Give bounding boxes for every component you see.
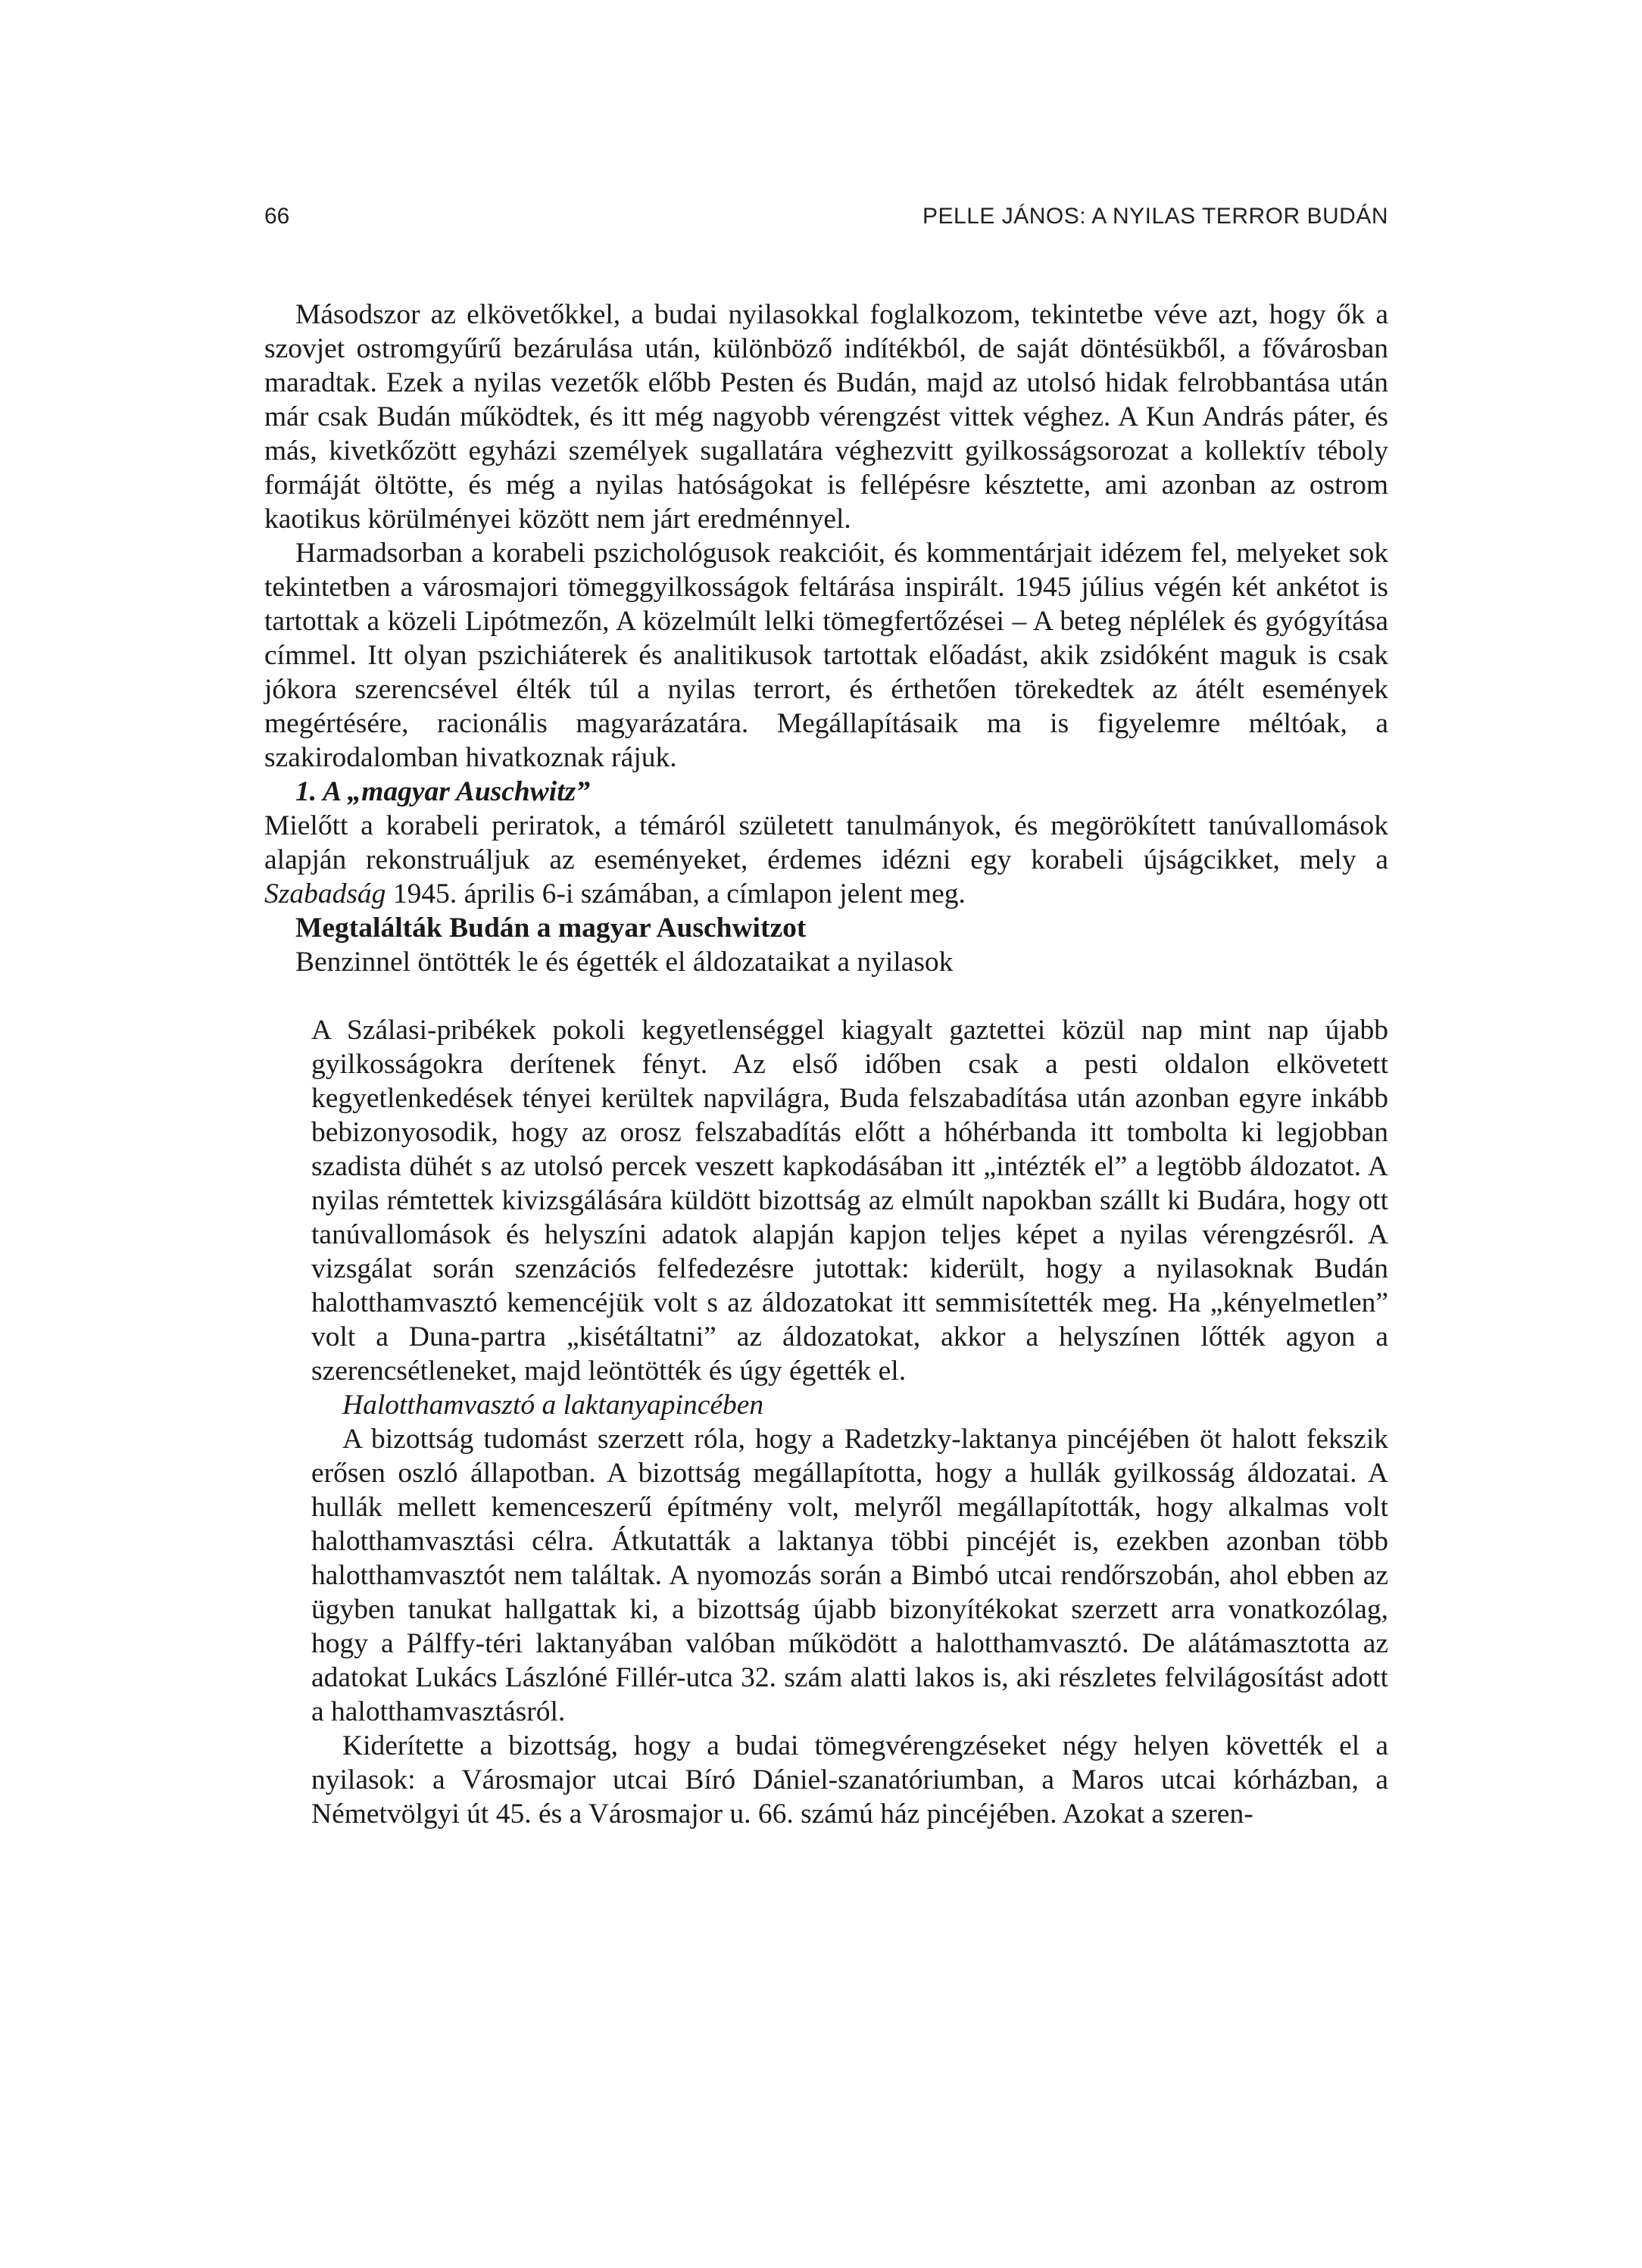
article-title: Megtalálták Budán a magyar Auschwitzot bbox=[295, 913, 807, 944]
section-heading: 1. A „magyar Auschwitz” bbox=[295, 776, 590, 807]
newspaper-name: Szabadság bbox=[264, 878, 386, 909]
body-paragraph: Harmadsorban a korabeli pszichológusok reakcióit, és kommentárjait idézem fel, melyeket sok tekintetben a városmajori tömeggyilkosságok feltárása inspirált. 1945 július végén két ankétot is tartottak a közeli Lipótmezőn, A közelmúlt lelki tömegfertőzései – A beteg néplélek és gyógyítása címmel. Itt olyan pszichiáterek és analitikusok tartottak előadást, akik zsidóként maguk is csak jókora szerencsével élték túl a nyilas terrort, és érthetően törekedtek az átélt események megértésére, racionális magyarázatára. Megállapításaik ma is figyelemre méltóak, a szakirodalomban hivatkoznak rájuk. bbox=[264, 538, 1388, 773]
body-paragraph: Másodszor az elkövetőkkel, a budai nyilasokkal foglalkozom, tekintetbe véve azt, hogy ők a szovjet ostromgyűrű bezárulása után, különböző indítékból, de saját döntésükből, a fővárosban maradtak. Ezek a nyilas vezetők előbb Pesten és Budán, majd az utolsó hidak felrobbantása után már csak Budán működtek, és itt még nagyobb vérengzést vittek véghez. A Kun András páter, és más, kivetkőzött egyházi személyek sugallatára véghezvitt gyilkosságsorozat a kollektív téboly formáját öltötte, és még a nyilas hatóságokat is fellépésre késztette, ami azonban az ostrom kaotikus körülményei között nem járt eredménnyel. bbox=[264, 299, 1388, 535]
quoted-article bbox=[264, 1013, 1388, 1831]
article-paragraph: A bizottság tudomást szerzett róla, hogy a Radetzky-laktanya pincéjében öt halott fekszik erősen oszló állapotban. A bizottság megállapította, hogy a hullák gyilkosság áldozatai. A hullák mellett kemenceszerű építmény volt, melyről megállapították, hogy alkalmas volt halotthamvasztási célra. Átkutatták a laktanya többi pincéjét is, ezekben azonban több halotthamvasztót nem találtak. A nyomozás során a Bimbó utcai rendőrszobán, ahol ebben az ügyben tanukat hallgattak ki, a bizottság újabb bizonyítékokat szerzett arra vonatkozólag, hogy a Pálffy-téri laktanyában valóban működött a halotthamvasztó. De alátámasztotta az adatokat Lukács Lászlóné Fillér-utca 32. szám alatti lakos is, aki részletes felvilágosítást adott a halotthamvasztásról. bbox=[311, 1424, 1388, 1727]
page-number: 66 bbox=[264, 204, 290, 229]
page-body bbox=[264, 298, 1388, 1831]
section-intro-text: 1945. április 6-i számában, a címlapon jelent meg. bbox=[386, 878, 966, 909]
running-head: PELLE JÁNOS: A NYILAS TERROR BUDÁN bbox=[922, 204, 1388, 229]
article-paragraph: Kiderítette a bizottság, hogy a budai tömegvérengzéseket négy helyen követték el a nyilasok: a Városmajor utcai Bíró Dániel-szanatóriumban, a Maros utcai kórházban, a Németvölgyi út 45. és a Városmajor u. 66. számú ház pincéjében. Azokat a szeren- bbox=[311, 1730, 1388, 1830]
article-subheading: Halotthamvasztó a laktanyapincében bbox=[342, 1390, 764, 1421]
article-lead: A Szálasi-pribékek pokoli kegyetlenséggel kiagyalt gaztettei közül nap mint nap újabb gyilkosságokra derítenek fényt. Az első időben csak a pesti oldalon elkövetett kegyetlenkedések tényei kerültek napvilágra, Buda felszabadítása után azonban egyre inkább bebizonyosodik, hogy az orosz felszabadítás előtt a hóhérbanda itt tombolta ki legjobban szadista dühét s az utolsó percek veszett kapkodásában itt „intézték el” a legtöbb áldozatot. A nyilas rémtettek kivizsgálására küldött bizottság az elmúlt napokban szállt ki Budára, hogy ott tanúvallomások és helyszíni adatok alapján kapjon teljes képet a nyilas vérengzésről. A vizsgálat során szenzációs felfedezésre jutottak: kiderült, hogy a nyilasoknak Budán halotthamvasztó kemencéjük volt s az áldozatokat itt semmisítették meg. Ha „kényelmetlen” volt a Duna-partra „kisétáltatni” az áldozatokat, akkor a helyszínen lőtték agyon a szerencsétleneket, majd leöntötték és úgy égették el. bbox=[311, 1015, 1388, 1387]
section-intro-text: Mielőtt a korabeli periratok, a témáról született tanulmányok, és megörökített tanúvallomások alapján rekonstruáljuk az eseményeket, érdemes idézni egy korabeli újságcikket, mely a bbox=[264, 810, 1388, 875]
article-subtitle: Benzinnel öntötték le és égették el áldozataikat a nyilasok bbox=[295, 947, 954, 978]
section-intro bbox=[264, 809, 1388, 911]
